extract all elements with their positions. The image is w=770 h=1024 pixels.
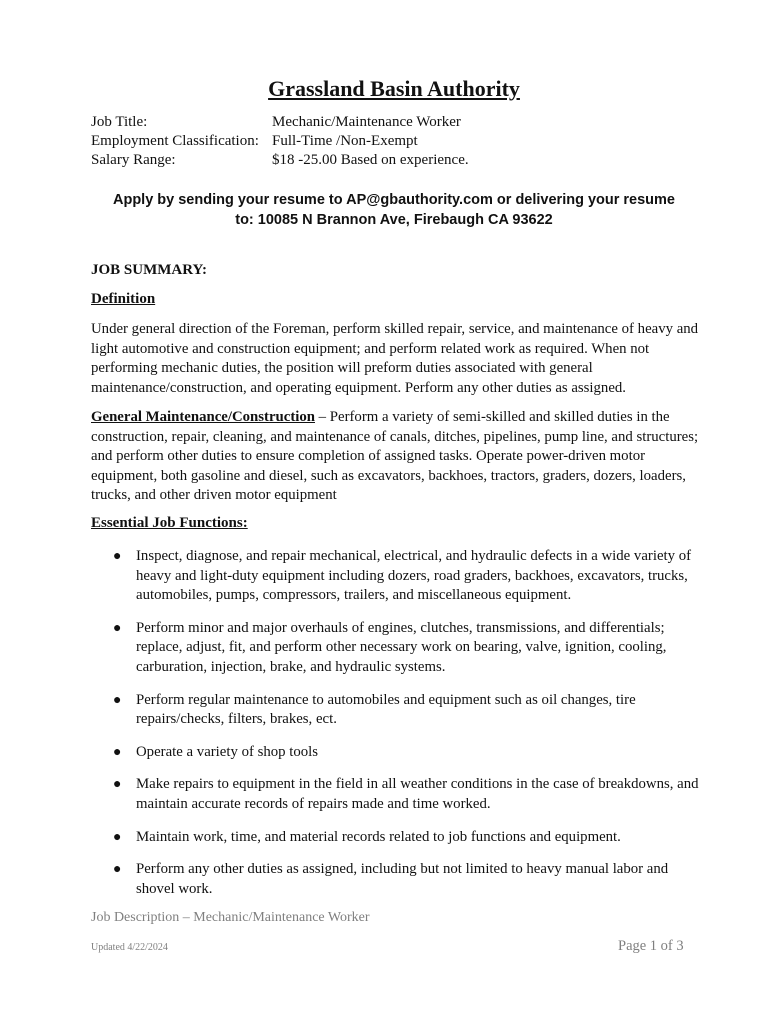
definition-paragraph: Under general direction of the Foreman, perform skilled repair, service, and maintenance of heavy and light automotive and construction equipment; and perform related work as required. When not performing mechanic duties, the position will preform duties associated with general maintenance/construction, and operating equipment. Perform any other duties as assigned. (91, 321, 699, 396)
list-item-text: Operate a variety of shop tools (136, 743, 319, 760)
bullet-icon: ● (113, 862, 122, 878)
definition-heading: Definition (91, 291, 156, 307)
job-summary-heading: JOB SUMMARY: (91, 262, 208, 278)
page-title: Grassland Basin Authority (268, 76, 520, 101)
list-item (91, 828, 701, 848)
meta-row-salary (91, 151, 469, 170)
list-item-text: Perform any other duties as assigned, including but not limited to heavy manual labor and shovel work. (136, 861, 669, 897)
list-item (91, 619, 701, 678)
bullet-icon: ● (113, 549, 122, 564)
general-maintenance-text: – Perform a variety of semi-skilled and skilled duties in the construction, repair, cleaning, and maintenance of canals, ditches, pipelines, pump line, and structures; and perform other duties to ensure completion of assigned tasks. Operate power-driven motor equipment, both gasoline and diesel, such as excavators, backhoes, tractors, graders, dozers, loaders, trucks, and other driven motor equipment (91, 409, 699, 504)
apply-line: to: 10085 N Brannon Ave, Firebaugh CA 93622 (235, 212, 553, 228)
meta-row-classification (91, 132, 469, 151)
list-item-text: Perform minor and major overhauls of engines, clutches, transmissions, and differentials; replace, adjust, fit, and perform other necessary work on bearing, valve, ignition, cooling, carburation, injection, brake, and hydraulic systems. (136, 619, 667, 675)
meta-label: Employment Classification: (91, 133, 259, 149)
general-maintenance-heading: General Maintenance/Construction (91, 409, 315, 425)
bullet-icon: ● (113, 692, 122, 708)
bullet-icon: ● (113, 620, 122, 636)
essential-functions-list (91, 547, 701, 899)
list-item (91, 743, 701, 763)
list-item-text: Perform regular maintenance to automobiles and equipment such as oil changes, tire repairs/checks, filters, brakes, ect. (136, 691, 636, 728)
meta-value: Mechanic/Maintenance Worker (272, 114, 461, 130)
list-item (91, 691, 701, 730)
list-item (91, 775, 701, 814)
list-item-text: Make repairs to equipment in the field in all weather conditions in the case of breakdowns, and maintain accurate records of repairs made and time worked. (136, 776, 699, 812)
apply-instructions (85, 190, 703, 230)
meta-label: Salary Range: (91, 152, 176, 168)
bullet-icon: ● (113, 829, 122, 845)
page-number: Page 1 of 3 (618, 938, 684, 954)
job-meta (91, 113, 469, 170)
footer-updated-date: Updated 4/22/2024 (91, 942, 168, 953)
meta-value: Full-Time /Non-Exempt (272, 133, 418, 149)
essential-functions-heading: Essential Job Functions: (91, 515, 248, 531)
list-item-text: Maintain work, time, and material records related to job functions and equipment. (136, 828, 621, 845)
apply-line: Apply by sending your resume to AP@gbauthority.com or delivering your resume (112, 192, 676, 208)
bullet-icon: ● (113, 777, 122, 793)
general-maintenance-paragraph (91, 408, 701, 506)
meta-row-job-title (91, 113, 469, 132)
meta-label: Job Title: (91, 114, 148, 130)
list-item (91, 547, 701, 606)
bullet-icon: ● (113, 744, 122, 760)
list-item (91, 860, 701, 899)
footer-description: Job Description – Mechanic/Maintenance Worker (91, 910, 370, 925)
meta-value: $18 -25.00 Based on experience. (272, 152, 469, 168)
list-item-text: Inspect, diagnose, and repair mechanical, electrical, and hydraulic defects in a wide variety of heavy and light-duty equipment including dozers, road graders, backhoes, excavators, trucks, automobiles, pumps, compressors, trailers, and miscellaneous equipment. (136, 548, 692, 604)
